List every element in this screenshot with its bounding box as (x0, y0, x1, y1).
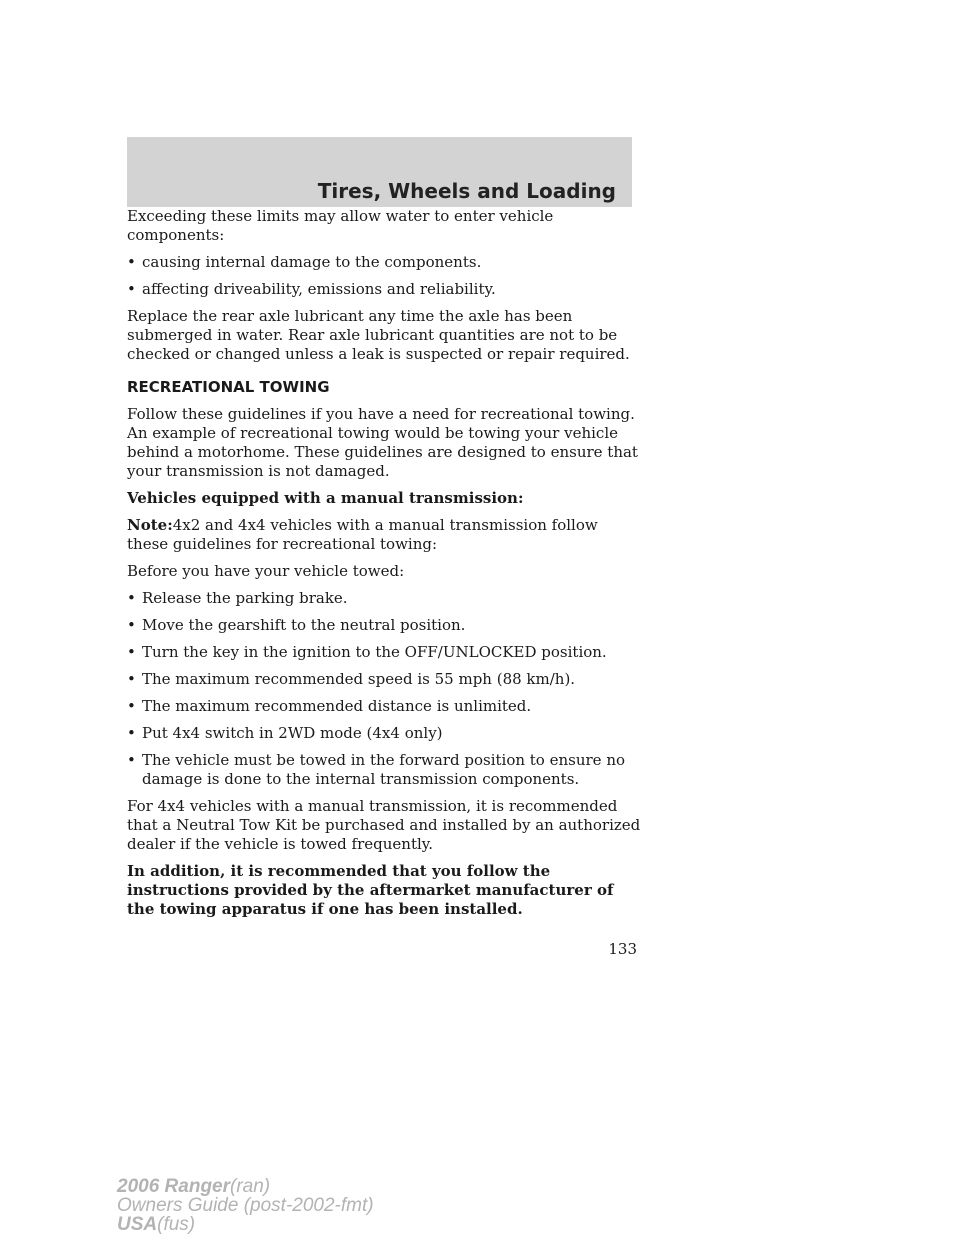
footer-model: 2006 Ranger (117, 1176, 231, 1197)
list-item: • Put 4x4 switch in 2WD mode (4x4 only) (127, 724, 642, 743)
intro-bullet-list (127, 253, 642, 299)
closing-bold-paragraph: In addition, it is recommended that you follow the instructions provided by the aftermarket manufacturer of the towing apparatus if one has been installed. (127, 862, 614, 918)
towing-paragraph: Follow these guidelines if you have a need for recreational towing. An example of recreational towing would be towing your vehicle behind a motorhome. These guidelines are designed to ensure that your transmission is not damaged. (127, 405, 638, 480)
recreational-towing-heading: RECREATIONAL TOWING (127, 378, 330, 396)
note-text: 4x2 and 4x4 vehicles with a manual transmission follow these guidelines for recreational towing: (127, 516, 598, 553)
note-label: Note: (127, 516, 173, 534)
list-item: • The maximum recommended distance is unlimited. (127, 697, 642, 716)
list-item: • The vehicle must be towed in the forward position to ensure no damage is done to the internal transmission components. (127, 751, 642, 789)
list-item: • Release the parking brake. (127, 589, 642, 608)
list-item: • Move the gearshift to the neutral position. (127, 616, 642, 635)
list-item: • affecting driveability, emissions and reliability. (127, 280, 642, 299)
list-item: • Turn the key in the ignition to the OFF/UNLOCKED position. (127, 643, 642, 662)
axle-paragraph: Replace the rear axle lubricant any time the axle has been submerged in water. Rear axle lubricant quantities are not to be checked or changed unless a leak is suspected or repair required. (127, 307, 630, 363)
footer-line-1 (117, 1177, 374, 1196)
footer-line-2: Owners Guide (post-2002-fmt) (117, 1195, 374, 1216)
manual-transmission-heading: Vehicles equipped with a manual transmission: (127, 489, 524, 507)
before-towed-paragraph: Before you have your vehicle towed: (127, 562, 405, 580)
footer-market-code: (fus) (157, 1214, 196, 1235)
list-item: • The maximum recommended speed is 55 mph (88 km/h). (127, 670, 642, 689)
page-content (127, 207, 642, 927)
section-title: Tires, Wheels and Loading (317, 179, 616, 203)
page-number: 133 (608, 940, 637, 958)
tow-kit-paragraph: For 4x4 vehicles with a manual transmission, it is recommended that a Neutral Tow Kit be purchased and installed by an authorized dealer if the vehicle is towed frequently. (127, 797, 641, 853)
footer-model-code: (ran) (230, 1176, 271, 1197)
footer-market: USA (117, 1214, 158, 1235)
footer-line-3 (117, 1215, 374, 1234)
list-item: • causing internal damage to the components. (127, 253, 642, 272)
section-header-band (127, 137, 632, 207)
tow-bullet-list (127, 589, 642, 789)
note-paragraph (127, 516, 642, 554)
footer-watermark (117, 1177, 374, 1234)
intro-paragraph: Exceeding these limits may allow water to enter vehicle components: (127, 207, 554, 244)
